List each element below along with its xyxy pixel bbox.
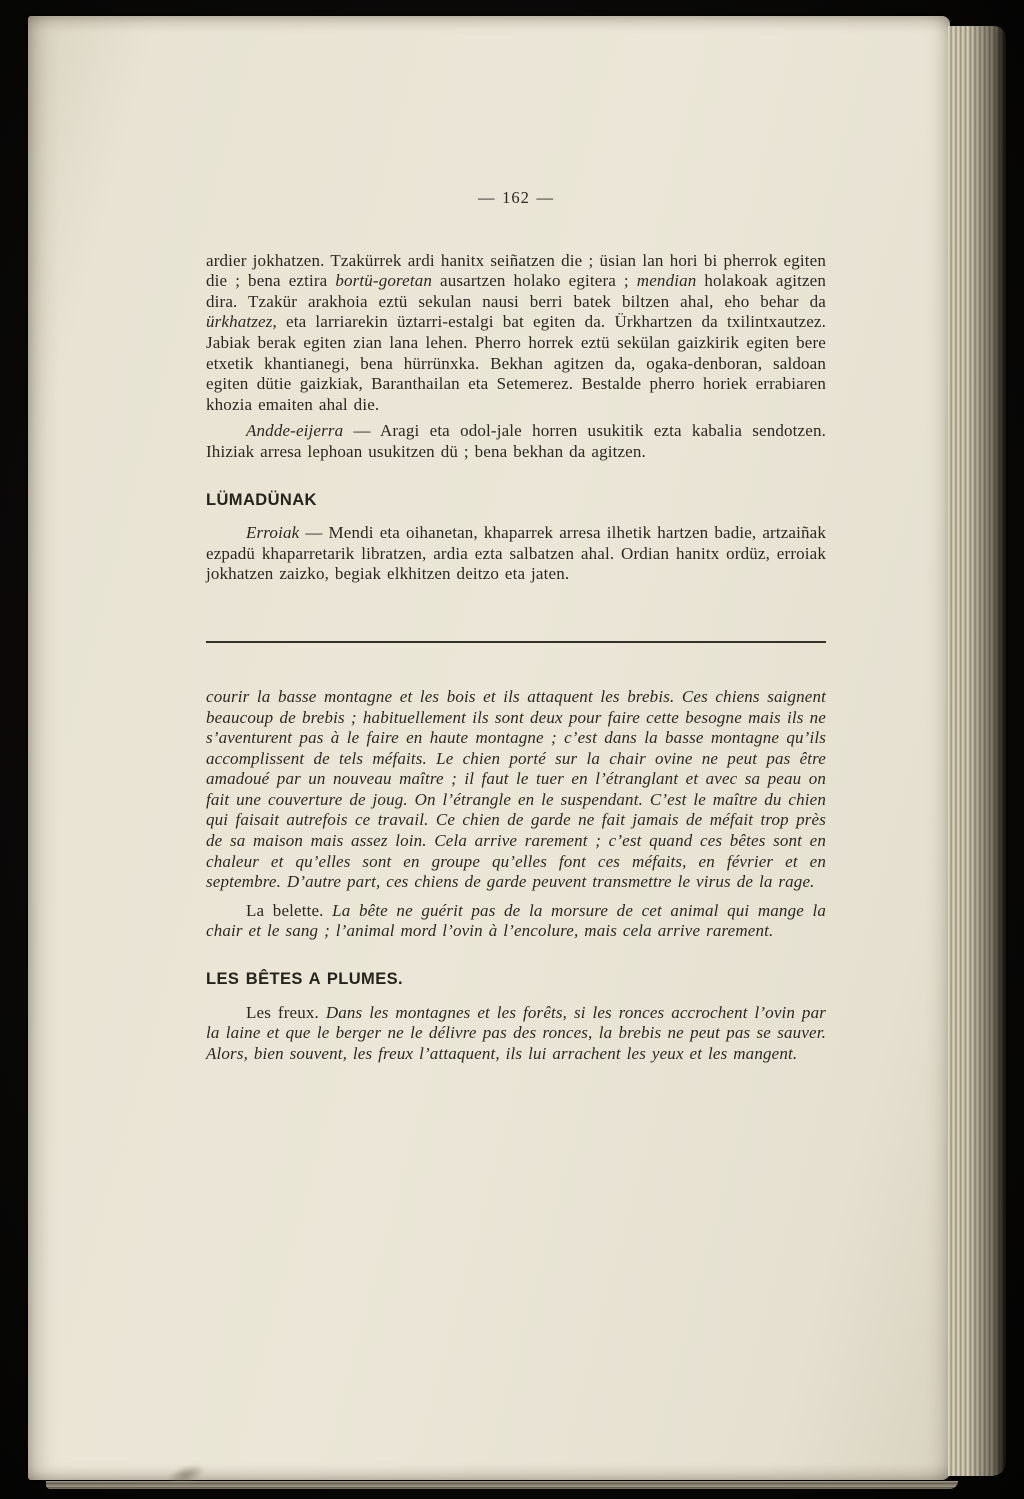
text-run: La bête ne guérit pas de la morsure de cet animal qui mange la chair et le sang ; l’animal mord l’ovin à l’encolure, mais cela arrive rarement.	[206, 900, 826, 941]
paragraph-lead-italic: Andde-eijerra	[246, 421, 344, 441]
text-run: , eta larriarekin üztarri-estalgi bat egiten da. Ürkhartzen da txilintxautzez. Jabiak berak egiten zian lana lehen. Pherro horrek eztü sekülan gaizkirik egiten bere etxetik khantianegi, bena hürrünxka. Bekhan agitzen da, ogaka-denboran, saldoan egiten dütie gaizkiak, Baranthailan eta Setemerez. Bestalde pherro horiek errabiaren khozia emaiten ahal die.	[206, 312, 826, 414]
text-run: holakoak agitzen dira. Tzakür arakhoia eztü sekulan nausi berri batek biltzen ahal, eho behar da	[206, 271, 827, 311]
text-run: ausartzen holako egitera ;	[432, 271, 637, 291]
french-paragraph-belette	[206, 901, 826, 942]
basque-paragraph-andde-eijerra	[206, 421, 826, 462]
page-number: — 162 —	[478, 188, 554, 207]
italic-term: bortü-goretan	[335, 271, 433, 291]
page-content	[206, 188, 826, 1064]
text-run: — Mendi eta oihanetan, khaparrek arresa ilhetik hartzen badie, artzaiñak ezpadü khaparretarik libratzen, ardia ezta salbatzen ahal. Ordian hanitx ordüz, erroiak jokhatzen zaizko, begiak elkhitzen deitzo eta jaten.	[206, 523, 826, 584]
basque-paragraph-erroiak	[206, 523, 826, 585]
paragraph-lead-roman: Les freux.	[246, 1002, 319, 1022]
book-page	[28, 16, 950, 1480]
section-heading-lumadunak: LÜMADÜNAK	[206, 490, 317, 509]
book-fore-edge	[948, 26, 1006, 1476]
text-run: ardier jokhatzen. Tzakürrek ardi hanitx seiñatzen die ; üsian lan hori bi pherrok egiten die ; bena eztira	[206, 250, 826, 291]
italic-term: ürkhatzez	[206, 312, 273, 332]
basque-paragraph-1	[206, 251, 826, 416]
italic-term: mendian	[636, 271, 697, 291]
french-paragraph-freux	[206, 1003, 826, 1065]
section-divider	[206, 641, 826, 643]
book-bottom-edge	[46, 1481, 958, 1489]
section-heading-les-betes-a-plumes: LES BÊTES A PLUMES.	[206, 970, 403, 989]
text-run: Dans les montagnes et les forêts, si les ronces accrochent l’ovin par la laine et que le berger ne le délivre pas des ronces, la brebis ne peut pas se sauver. Alors, bien souvent, les freux l’attaquent, ils lui arrachent les yeux et les mangent.	[206, 1002, 827, 1063]
text-run: — Aragi eta odol-jale horren usukitik ezta kabalia sendotzen. Ihiziak arresa lephoan usukitzen dü ; bena bekhan da agitzen.	[206, 421, 826, 461]
french-paragraph-1: courir la basse montagne et les bois et ils attaquent les brebis. Ces chiens saignent beaucoup de brebis ; habituellement ils sont deux pour faire cette besogne mais ils ne s’aventurent pas à le faire en haute montagne ; c’est dans la basse montagne qu’ils accomplissent de tels méfaits. Le chien porté sur la chair ovine ne peut pas être amadoué par un nouveau maître ; il faut le tuer en l’étranglant et avec sa peau on fait une couverture de joug. On l’étrangle en le suspendant. C’est le maître du chien qui faisait autrefois ce travail. Ce chien de garde ne fait jamais de méfait trop près de sa maison mais assez loin. Cela arrive rarement ; c’est quand ces bêtes sont en chaleur et qu’elles sont en groupe qu’elles font ces méfaits, en février et en septembre. D’autre part, ces chiens de garde peuvent transmettre le virus de la rage.	[206, 686, 826, 892]
paragraph-lead-italic: Erroiak	[246, 523, 300, 543]
paragraph-lead-roman: La belette.	[246, 900, 324, 920]
